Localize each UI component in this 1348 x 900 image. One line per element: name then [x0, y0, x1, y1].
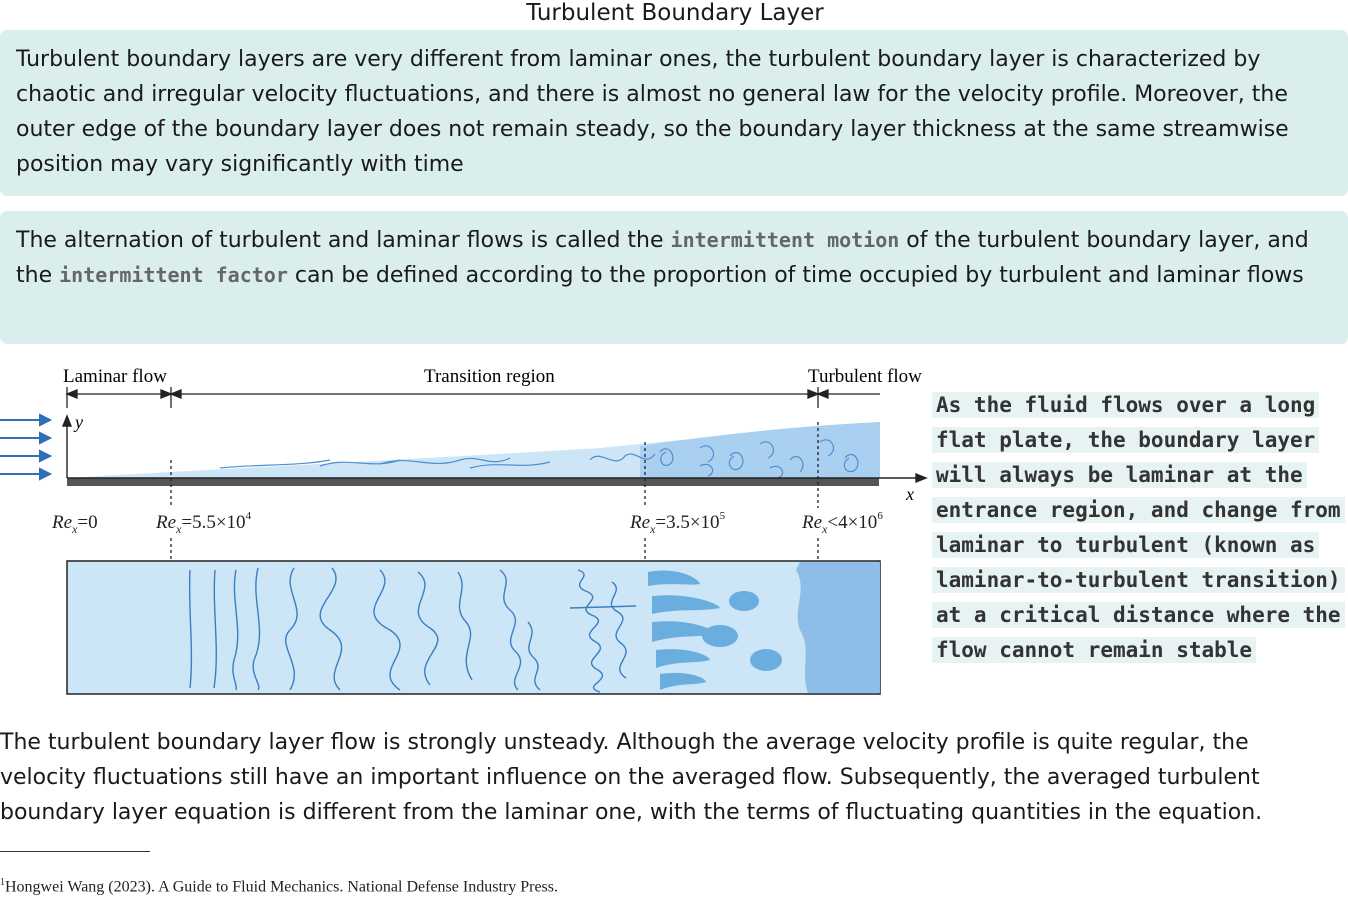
re2-exp: 5 — [719, 510, 726, 522]
re3-symbol: Re — [802, 512, 823, 533]
re3-value: <4×10 — [827, 512, 878, 533]
intermittent-text-2: of the turbulent boundary layer, and the — [16, 228, 1309, 288]
x-axis-label: x — [906, 484, 914, 504]
term-intermittent-motion: intermittent motion — [670, 228, 900, 252]
re0-symbol: Re — [52, 512, 73, 533]
sidenote-text — [932, 388, 1342, 668]
re1-sub: x — [176, 522, 182, 536]
re0-value: =0 — [77, 512, 98, 533]
footnote-text: Hongwei Wang (2023). A Guide to Fluid Mechanics. National Defense Industry Press. — [5, 878, 558, 896]
term-intermittent-factor: intermittent factor — [59, 263, 288, 287]
flat-plate — [67, 478, 879, 486]
transition-region-label: Transition region — [424, 366, 555, 387]
re1-symbol: Re — [156, 512, 177, 533]
sidenote-body: As the fluid flows over a long flat plate, the boundary layer will always be laminar at the entrance region, and change from laminar to turbulent (known as laminar-to-turbulent transition) at a critical distance where the flow cannot remain stable — [932, 392, 1345, 663]
footnote — [0, 877, 558, 896]
y-axis-label: y — [75, 412, 83, 432]
re0-sub: x — [72, 522, 78, 536]
boundary-layer-diagram — [0, 360, 930, 705]
intro-callout — [0, 30, 1348, 196]
closing-paragraph: The turbulent boundary layer flow is strongly unsteady. Although the average velocity profile is quite regular, the velocity fluctuations still have an important influence on the averaged flow. Subsequently, the averaged turbulent boundary layer equation is different from the laminar one, with the terms of fluctuating quantities in the equation. — [0, 730, 1263, 825]
region-dimension-lines — [67, 387, 880, 408]
inflow-arrows — [0, 415, 50, 479]
intermittent-callout — [0, 211, 1348, 344]
re1-exp: 4 — [245, 510, 252, 522]
turbulent-flow-label: Turbulent flow — [808, 366, 922, 387]
turbulent-zone-fill — [796, 562, 880, 693]
turbulent-layer-band — [640, 422, 880, 478]
re2-value: =3.5×10 — [655, 512, 720, 533]
re2-sub: x — [650, 522, 656, 536]
y-axis — [63, 416, 71, 478]
footnote-mark: 1 — [0, 877, 5, 888]
footnote-divider — [0, 851, 150, 852]
re1-value: =5.5×10 — [181, 512, 246, 533]
re3-sub: x — [822, 522, 828, 536]
intermittent-text-3: can be defined according to the proportion of time occupied by turbulent and laminar flows — [287, 263, 1304, 288]
re3-exp: 6 — [877, 510, 883, 522]
intro-text: Turbulent boundary layers are very different from laminar ones, the turbulent boundary layer is characterized by chaotic and irregular velocity fluctuations, and there is almost no general law for the velocity profile. Moreover, the outer edge of the boundary layer does not remain steady, so the boundary layer thickness at the same streamwise position may vary significantly with time — [16, 47, 1289, 177]
re-label-1 — [155, 510, 252, 536]
re-label-3 — [801, 510, 883, 536]
laminar-flow-label: Laminar flow — [63, 366, 167, 387]
intermittent-text-1: The alternation of turbulent and laminar flows is called the — [16, 228, 671, 253]
re2-symbol: Re — [630, 512, 651, 533]
page-title: Turbulent Boundary Layer — [526, 0, 824, 26]
reynolds-labels — [51, 510, 883, 536]
re-label-0 — [51, 512, 98, 536]
plan-view-panel — [67, 561, 880, 694]
re-label-2 — [629, 510, 726, 536]
